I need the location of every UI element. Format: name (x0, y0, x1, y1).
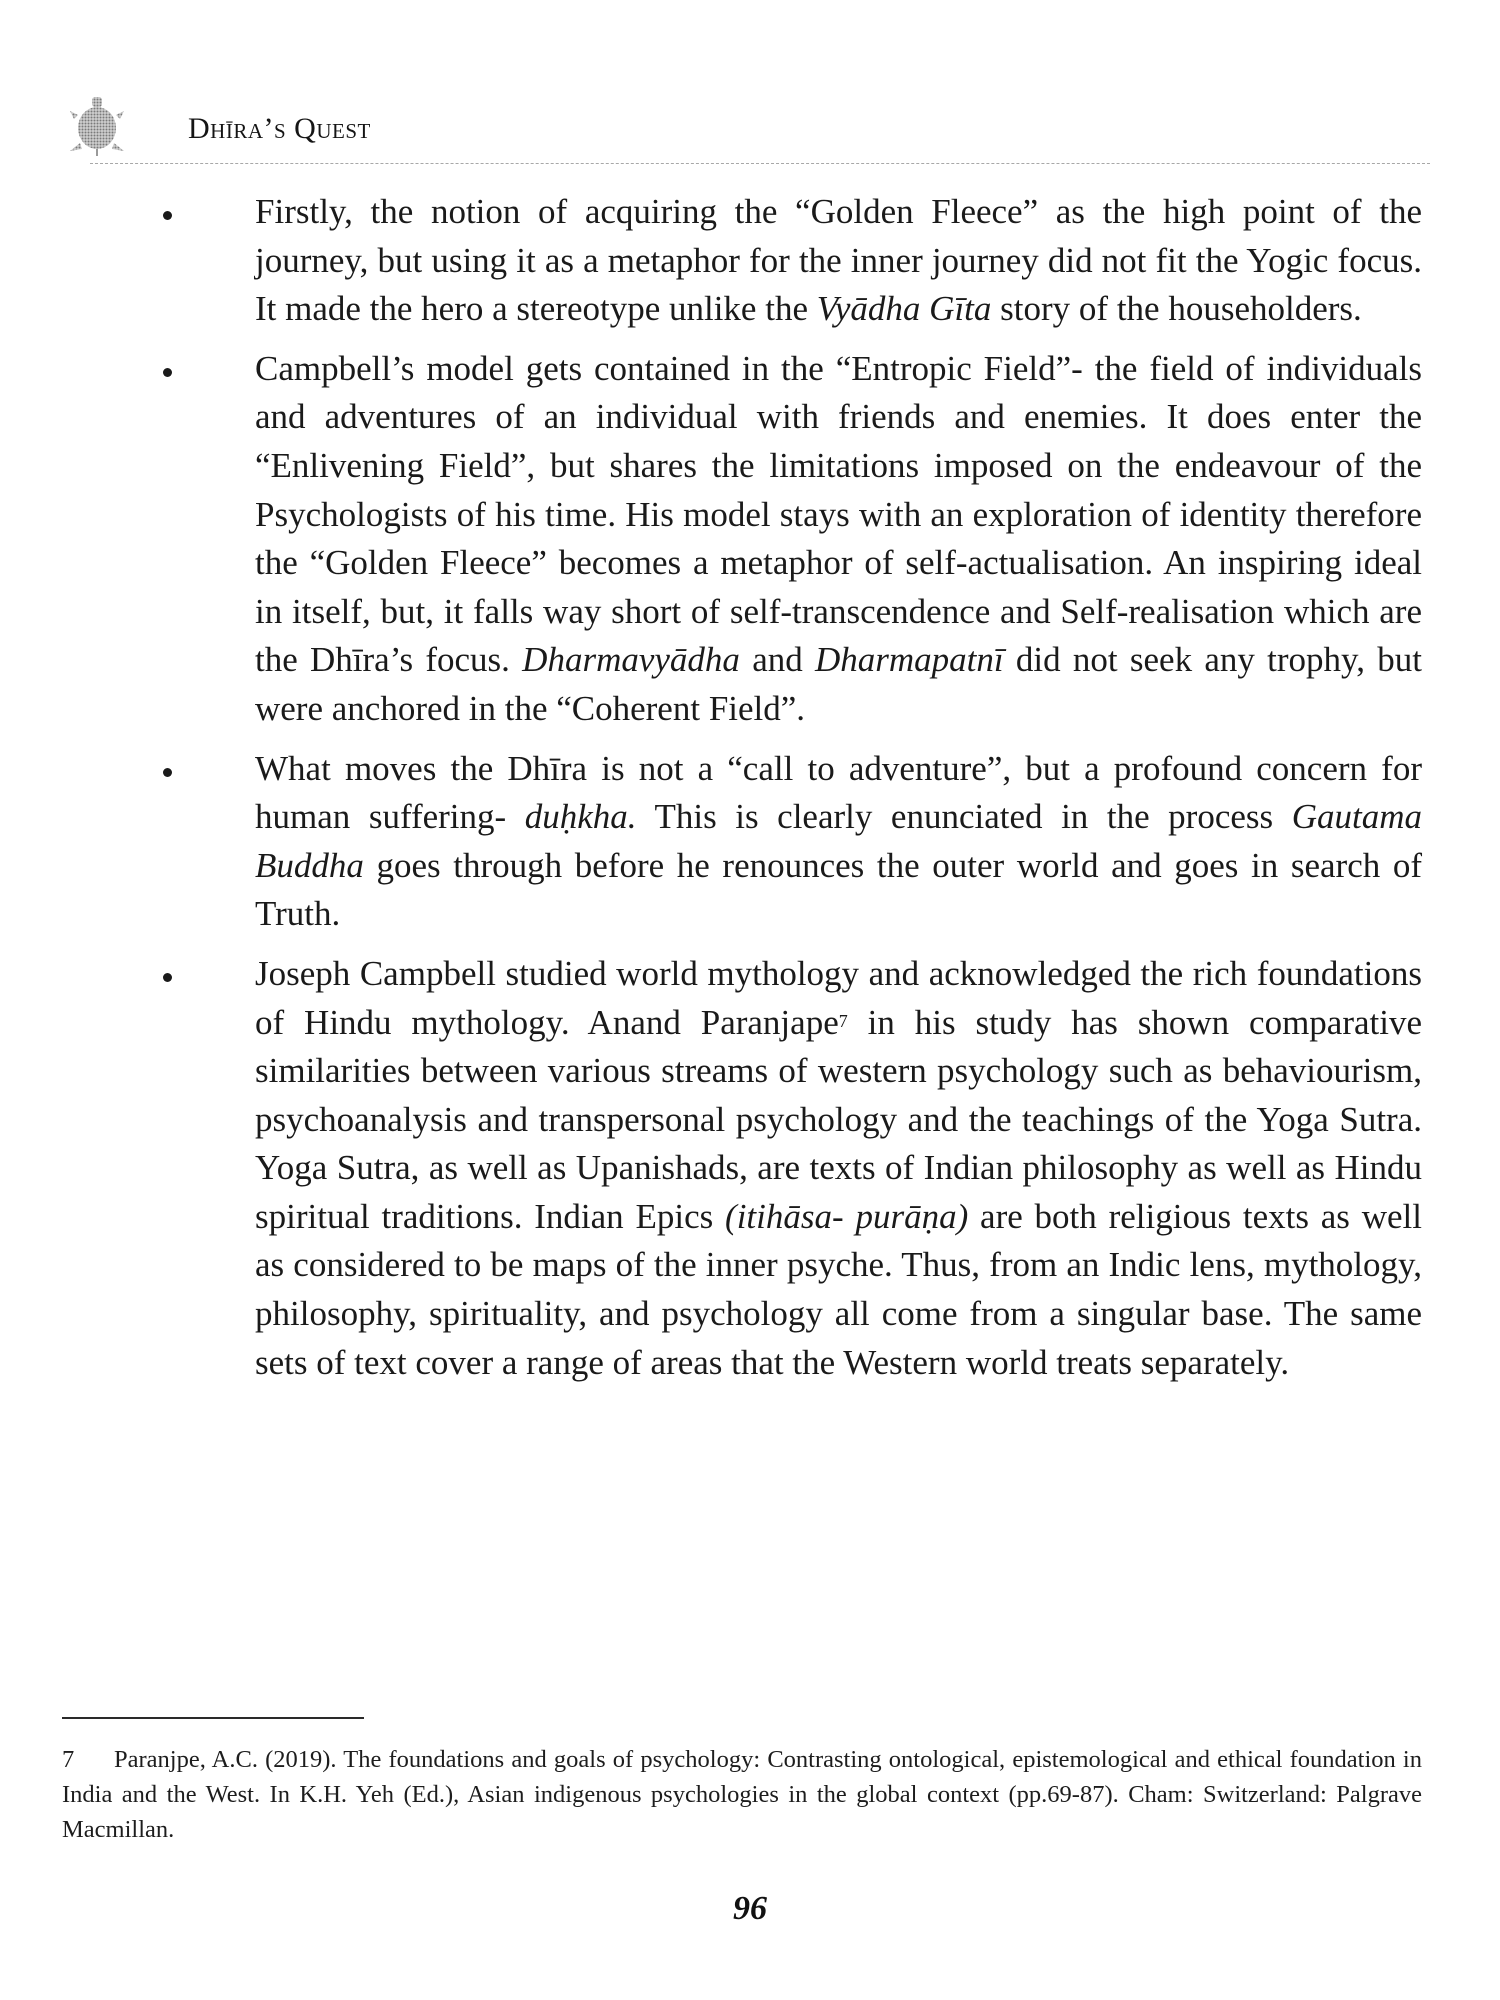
text-segment: story of the householders. (991, 289, 1362, 329)
italic-term: Vyādha Gīta (816, 289, 992, 329)
bullet-item (150, 345, 1422, 734)
footnote-text: Paranjpe, A.C. (2019). The foundations and goals of psychology: Contrasting ontological, epistemological and ethical foundation in India and the West. In K.H. Yeh (Ed.), Asian indigenous psychologies in the global context (pp.69-87). Cham: Switzerland: Palgrave Macmillan. (62, 1746, 1422, 1843)
bullet-item (150, 745, 1422, 939)
text-segment: Joseph Campbell studied world mythology and acknowledged the rich foundations of Hindu mythology. Anand Paranjape (255, 953, 1422, 1042)
bullet-icon (163, 973, 172, 982)
italic-term: duḥkha. (524, 797, 637, 837)
italic-term: Dharmavyādha (522, 640, 740, 680)
bullet-icon (163, 768, 172, 777)
bullet-text (255, 188, 1422, 334)
text-segment: and (739, 640, 815, 680)
turtle-icon (66, 95, 128, 157)
italic-term: (itihāsa- purāṇa) (725, 1196, 969, 1236)
running-title: Dhīra’s Quest (188, 112, 371, 145)
bullet-text (255, 745, 1422, 939)
header-divider (90, 163, 1430, 164)
bullet-text (255, 950, 1422, 1387)
text-segment: in his study has shown comparative similarities between various streams of western psychology such as behaviourism, psychoanalysis and transpersonal psychology and the teachings of the Yoga Sutra. Yoga Sutra, as well as Upanishads, are texts of Indian philosophy as well as Hindu spiritual traditions. Indian Epics (255, 1002, 1423, 1236)
italic-term: Dharmapatnī (815, 640, 1004, 680)
page-header (0, 0, 1500, 170)
text-segment: Firstly, the notion of acquiring the “Golden Fleece” as the high point of the journey, but using it as a metaphor for the inner journey did not fit the Yogic focus. It made the hero a stereotype unlike the (255, 192, 1422, 329)
bullet-item (150, 950, 1422, 1387)
text-segment: What moves the Dhīra is not a “call to adventure”, but a profound concern for human suffering- (255, 748, 1422, 837)
bullet-item (150, 188, 1422, 334)
bullet-icon (163, 211, 172, 220)
footnote (62, 1742, 1422, 1847)
body-text (150, 188, 1422, 1398)
footnote-reference: 7 (838, 1010, 848, 1031)
bullet-text (255, 345, 1422, 734)
page-number: 96 (733, 1890, 767, 1927)
text-segment: This is clearly enunciated in the process (636, 797, 1292, 837)
bullet-icon (163, 368, 172, 377)
text-segment: are both religious texts as well as considered to be maps of the inner psyche. Thus, from an Indic lens, mythology, philosophy, spirituality, and psychology all come from a singular base. The same sets of text cover a range of areas that the Western world treats separately. (255, 1196, 1422, 1382)
italic-term: Gautama Buddha (255, 797, 1422, 885)
text-segment: goes through before he renounces the outer world and goes in search of Truth. (255, 845, 1422, 934)
footnote-number: 7 (62, 1746, 75, 1773)
text-segment: did not seek any trophy, but were anchored in the “Coherent Field”. (255, 640, 1422, 728)
text-segment: Campbell’s model gets contained in the “Entropic Field”- the field of individuals and adventures of an individual with friends and enemies. It does enter the “Enlivening Field”, but shares the limitations imposed on the endeavour of the Psychologists of his time. His model stays with an exploration of identity therefore the “Golden Fleece” becomes a metaphor of self-actualisation. An inspiring ideal in itself, but, it falls way short of self-transcendence and Self-realisation which are the Dhīra’s focus. (255, 348, 1422, 680)
footnote-divider (62, 1717, 364, 1719)
